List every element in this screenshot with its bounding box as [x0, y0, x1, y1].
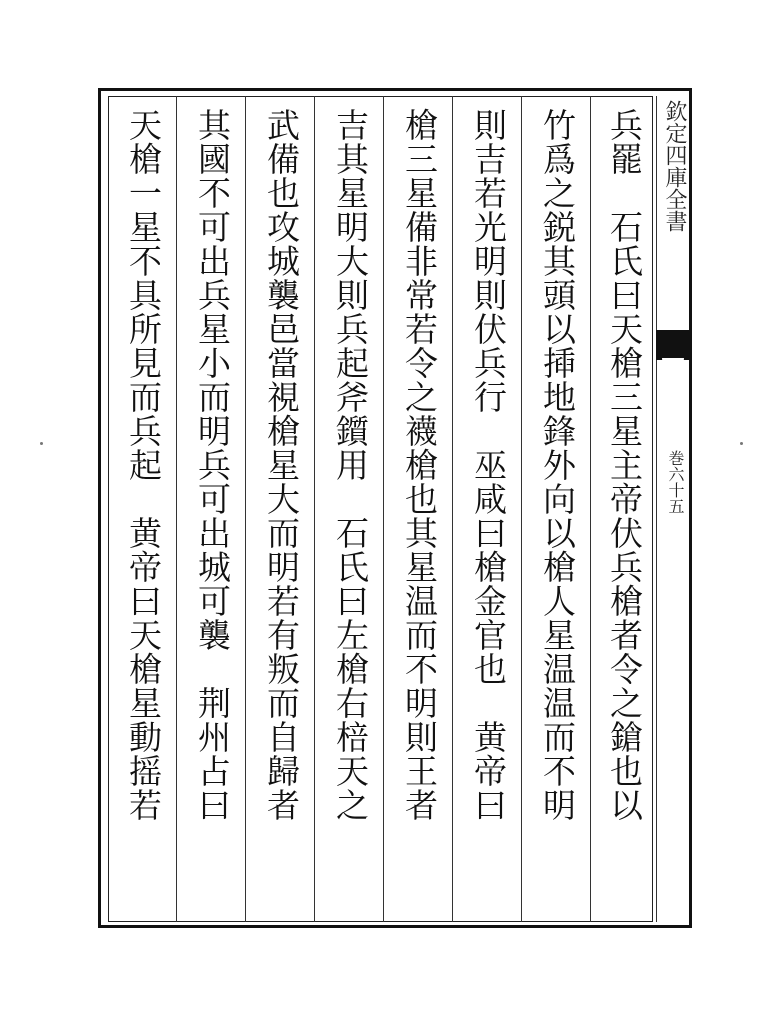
- text-column-1: 兵罷 石氏曰天槍三星主帝伏兵槍者令之鎗也以: [605, 108, 644, 822]
- text-column-7: 其國不可出兵星小而明兵可出城可襲 荆州占曰: [193, 108, 232, 822]
- text-column-8: 天槍一星不具所見而兵起 黄帝曰天槍星動摇若: [124, 108, 163, 822]
- column-rule: [245, 96, 246, 922]
- column-rule: [383, 96, 384, 922]
- column-rule: [590, 96, 591, 922]
- column-rule: [176, 96, 177, 922]
- scan-speck: [740, 442, 743, 445]
- text-column-5: 吉其星明大則兵起斧鑕用 石氏曰左槍右棓天之: [331, 108, 370, 822]
- text-column-3: 則吉若光明則伏兵行 巫咸曰槍金官也 黄帝曰: [469, 108, 508, 822]
- column-rule: [521, 96, 522, 922]
- column-rule: [452, 96, 453, 922]
- column-rule: [314, 96, 315, 922]
- text-column-2: 竹爲之鋭其頭以揷地鋒外向以槍人星温温而不明: [538, 108, 577, 822]
- fishtail-mark: [656, 330, 690, 360]
- text-column-4: 槍三星備非常若令之襪槍也其星温而不明則王者: [400, 108, 439, 822]
- book-title: 欽定四庫全書: [662, 100, 687, 232]
- scan-speck: [40, 442, 43, 445]
- text-column-6: 武備也攻城襲邑當視槍星大而明若有叛而自歸者: [262, 108, 301, 822]
- volume-label: 巻六十五: [666, 450, 685, 514]
